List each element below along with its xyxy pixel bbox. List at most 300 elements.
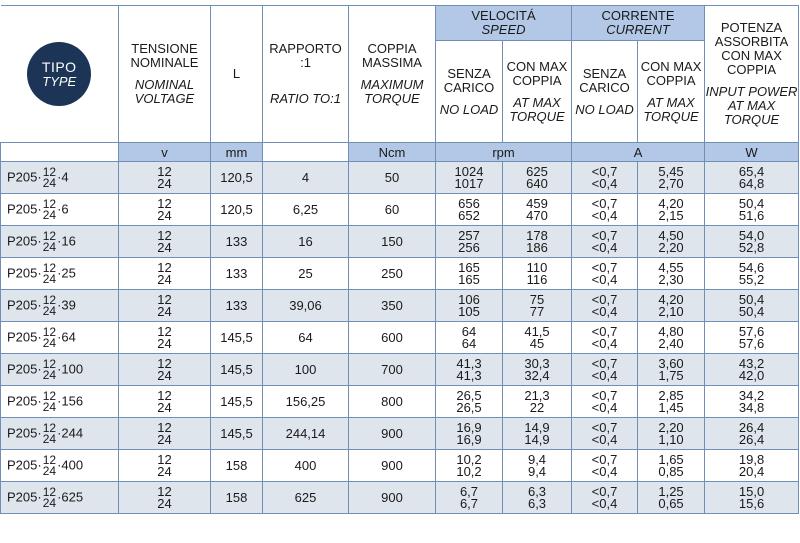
unit-ratio-blank [263, 143, 349, 162]
speed-noload-cell [436, 194, 503, 226]
ratio-cell: 6,25 [263, 194, 349, 226]
current-group-header [572, 6, 705, 41]
length-cell: 120,5 [211, 194, 263, 226]
speed-group-header [436, 6, 572, 41]
speed-noload-b: 41,3 [456, 367, 482, 383]
speed-maxtorque-cell [503, 258, 572, 290]
model-code: P205· 12 24 ·4 [1, 162, 119, 194]
ratio-cell: 25 [263, 258, 349, 290]
current-noload-b: <0,4 [591, 463, 618, 479]
power-b: 64,8 [738, 175, 765, 191]
speed-noload-b: 10,2 [456, 463, 482, 479]
speed-maxtorque-a: 459 [526, 195, 548, 211]
speed-noload-cell [436, 258, 503, 290]
model-voltage-bottom: 24 [42, 271, 57, 286]
speed-noload-a: 10,2 [456, 451, 482, 467]
model-prefix: P205 [7, 424, 38, 440]
power-cell [705, 258, 799, 290]
current-noload-a: <0,7 [591, 291, 618, 307]
model-voltage-bottom: 24 [42, 399, 57, 414]
speed-maxtorque-cell [503, 322, 572, 354]
table-row [1, 482, 799, 514]
voltage-cell [119, 194, 211, 226]
power-a: 54,0 [738, 227, 765, 243]
voltage-b: 24 [157, 175, 172, 191]
speed-maxtorque-a: 110 [526, 259, 548, 275]
current-maxtorque-cell [638, 290, 705, 322]
current-maxtorque-a: 3,60 [658, 355, 684, 371]
model-voltage-fraction [42, 196, 57, 222]
voltage-cell [119, 482, 211, 514]
length-cell: 145,5 [211, 322, 263, 354]
model-prefix: P205 [7, 264, 38, 280]
voltage-b: 24 [157, 303, 172, 319]
current-maxtorque-b: 1,10 [658, 431, 684, 447]
length-cell: 145,5 [211, 386, 263, 418]
length-cell: 158 [211, 482, 263, 514]
model-ratio-suffix: 625 [61, 488, 84, 504]
current-noload-a: <0,7 [591, 483, 618, 499]
power-cell [705, 322, 799, 354]
power-b: 42,0 [738, 367, 765, 383]
model-voltage-fraction [42, 324, 57, 350]
speed-maxtorque-cell [503, 482, 572, 514]
current-noload-b: <0,4 [591, 207, 618, 223]
model-voltage-fraction [42, 228, 57, 254]
speed-noload-cell [436, 322, 503, 354]
model-ratio-suffix: 400 [61, 456, 84, 472]
ratio-cell: 100 [263, 354, 349, 386]
speed-noload-b: 16,9 [456, 431, 482, 447]
torque-cell: 350 [349, 290, 436, 322]
model-voltage-fraction [42, 452, 57, 478]
voltage-a: 12 [157, 451, 172, 467]
current-maxtorque-cell [638, 386, 705, 418]
speed-noload-cell [436, 418, 503, 450]
current-maxtorque-b: 2,15 [658, 207, 684, 223]
current-noload-en: NO LOAD [575, 101, 634, 117]
torque-header-it: COPPIA MASSIMA [362, 41, 422, 70]
current-header-en: CURRENT [606, 22, 670, 37]
voltage-cell [119, 226, 211, 258]
speed-maxtorque-header [503, 41, 572, 143]
power-cell [705, 226, 799, 258]
model-ratio-suffix: 64 [61, 328, 76, 344]
speed-noload-a: 16,9 [456, 419, 482, 435]
speed-maxtorque-a: 21,3 [524, 387, 550, 403]
length-cell: 145,5 [211, 418, 263, 450]
voltage-a: 12 [157, 291, 172, 307]
model-voltage-bottom: 24 [42, 431, 57, 446]
speed-maxtorque-b: 186 [526, 239, 548, 255]
current-maxtorque-b: 2,20 [658, 239, 684, 255]
power-b: 52,8 [738, 239, 765, 255]
table-row [1, 354, 799, 386]
current-maxtorque-b: 2,10 [658, 303, 684, 319]
voltage-cell [119, 322, 211, 354]
voltage-a: 12 [157, 195, 172, 211]
current-noload-b: <0,4 [591, 495, 618, 511]
model-voltage-top: 12 [42, 420, 57, 435]
power-header-en: INPUT POWER AT MAX TORQUE [705, 84, 798, 127]
power-a: 57,6 [738, 323, 765, 339]
power-cell [705, 290, 799, 322]
power-cell [705, 354, 799, 386]
current-noload-cell [572, 450, 638, 482]
length-cell: 133 [211, 226, 263, 258]
power-a: 43,2 [738, 355, 765, 371]
current-noload-cell [572, 290, 638, 322]
length-cell: 133 [211, 258, 263, 290]
table-row [1, 450, 799, 482]
current-maxtorque-header [638, 41, 705, 143]
current-noload-header [572, 41, 638, 143]
model-prefix: P205 [7, 168, 38, 184]
length-cell: 133 [211, 290, 263, 322]
speed-noload-a: 6,7 [459, 483, 479, 499]
current-noload-a: <0,7 [591, 323, 618, 339]
speed-maxtorque-b: 22 [529, 399, 545, 415]
speed-maxtorque-cell [503, 450, 572, 482]
current-noload-b: <0,4 [591, 367, 618, 383]
speed-noload-cell [436, 290, 503, 322]
model-code: P205· 12 24 ·100 [1, 354, 119, 386]
power-a: 19,8 [738, 451, 765, 467]
speed-noload-b: 165 [458, 271, 480, 287]
voltage-b: 24 [157, 431, 172, 447]
current-noload-cell [572, 226, 638, 258]
ratio-header-en: RATIO TO:1 [269, 91, 342, 106]
model-voltage-top: 12 [42, 324, 57, 339]
voltage-cell [119, 450, 211, 482]
torque-cell: 60 [349, 194, 436, 226]
current-maxtorque-a: 2,85 [658, 387, 684, 403]
power-b: 57,6 [738, 335, 765, 351]
current-maxtorque-cell [638, 450, 705, 482]
model-prefix: P205 [7, 456, 38, 472]
speed-maxtorque-b: 6,3 [527, 495, 547, 511]
speed-noload-b: 64 [461, 335, 477, 351]
speed-maxtorque-cell [503, 194, 572, 226]
current-noload-b: <0,4 [591, 175, 618, 191]
current-noload-b: <0,4 [591, 303, 618, 319]
model-voltage-bottom: 24 [42, 367, 57, 382]
model-ratio-suffix: 16 [61, 232, 76, 248]
model-ratio-suffix: 6 [61, 200, 69, 216]
current-maxtorque-a: 5,45 [658, 163, 684, 179]
speed-noload-cell [436, 354, 503, 386]
speed-maxtorque-a: 9,4 [527, 451, 547, 467]
length-cell: 145,5 [211, 354, 263, 386]
power-a: 50,4 [738, 291, 765, 307]
current-maxtorque-a: 1,25 [658, 483, 684, 499]
speed-maxtorque-b: 640 [526, 175, 548, 191]
torque-header-en: MAXIMUM TORQUE [360, 77, 424, 106]
model-prefix: P205 [7, 488, 38, 504]
torque-cell: 600 [349, 322, 436, 354]
speed-noload-a: 257 [458, 227, 480, 243]
speed-maxtorque-b: 470 [526, 207, 548, 223]
current-noload-b: <0,4 [591, 335, 618, 351]
speed-noload-a: 26,5 [456, 387, 482, 403]
power-cell [705, 482, 799, 514]
ratio-cell: 156,25 [263, 386, 349, 418]
power-b: 15,6 [738, 495, 765, 511]
tipo-badge [27, 42, 91, 106]
speed-noload-a: 106 [458, 291, 480, 307]
torque-cell: 150 [349, 226, 436, 258]
speed-maxtorque-cell [503, 418, 572, 450]
current-maxtorque-a: 4,20 [658, 195, 684, 211]
tipo-header [1, 6, 119, 143]
speed-header-en: SPEED [481, 22, 526, 37]
speed-maxtorque-cell [503, 226, 572, 258]
speed-maxtorque-a: 178 [526, 227, 548, 243]
current-noload-cell [572, 418, 638, 450]
speed-noload-b: 652 [458, 207, 480, 223]
current-noload-b: <0,4 [591, 271, 618, 287]
speed-maxtorque-cell [503, 290, 572, 322]
torque-cell: 900 [349, 482, 436, 514]
voltage-b: 24 [157, 399, 172, 415]
speed-maxtorque-a: 625 [526, 163, 548, 179]
model-voltage-top: 12 [42, 228, 57, 243]
type-label: TYPE [42, 73, 77, 89]
power-b: 34,8 [738, 399, 765, 415]
current-maxtorque-a: 4,55 [658, 259, 684, 275]
speed-maxtorque-cell [503, 386, 572, 418]
power-b: 26,4 [738, 431, 765, 447]
torque-cell: 700 [349, 354, 436, 386]
current-maxtorque-b: 0,65 [658, 495, 684, 511]
speed-noload-b: 1017 [454, 175, 484, 191]
current-maxtorque-cell [638, 258, 705, 290]
power-a: 15,0 [738, 483, 765, 499]
voltage-cell [119, 386, 211, 418]
model-voltage-bottom: 24 [42, 175, 57, 190]
current-noload-cell [572, 354, 638, 386]
model-voltage-fraction [42, 164, 57, 190]
speed-noload-a: 64 [461, 323, 477, 339]
speed-noload-a: 656 [458, 195, 480, 211]
voltage-b: 24 [157, 335, 172, 351]
voltage-a: 12 [157, 483, 172, 499]
speed-noload-cell [436, 226, 503, 258]
current-noload-cell [572, 162, 638, 194]
current-maxtorque-b: 1,75 [658, 367, 684, 383]
voltage-a: 12 [157, 419, 172, 435]
model-ratio-suffix: 156 [61, 392, 84, 408]
model-voltage-bottom: 24 [42, 239, 57, 254]
model-voltage-fraction [42, 260, 57, 286]
voltage-header-en: NOMINAL VOLTAGE [134, 77, 195, 106]
model-voltage-top: 12 [42, 292, 57, 307]
unit-length: mm [211, 143, 263, 162]
length-cell: 158 [211, 450, 263, 482]
ratio-cell: 64 [263, 322, 349, 354]
power-cell [705, 386, 799, 418]
speed-noload-b: 26,5 [456, 399, 482, 415]
speed-noload-cell [436, 162, 503, 194]
model-code: P205· 12 24 ·244 [1, 418, 119, 450]
ratio-cell: 4 [263, 162, 349, 194]
speed-maxtorque-a: 30,3 [524, 355, 550, 371]
current-header-it: CORRENTE [601, 8, 675, 23]
current-noload-b: <0,4 [591, 239, 618, 255]
speed-noload-b: 256 [458, 239, 480, 255]
current-maxtorque-b: 1,45 [658, 399, 684, 415]
speed-noload-b: 6,7 [459, 495, 479, 511]
current-maxtorque-a: 4,80 [658, 323, 684, 339]
data-rows [1, 162, 799, 514]
current-noload-cell [572, 258, 638, 290]
torque-cell: 250 [349, 258, 436, 290]
ratio-cell: 400 [263, 450, 349, 482]
speed-maxtorque-en: AT MAX TORQUE [509, 94, 565, 124]
voltage-a: 12 [157, 163, 172, 179]
table-row [1, 258, 799, 290]
table-row [1, 386, 799, 418]
ratio-cell: 16 [263, 226, 349, 258]
length-header [211, 6, 263, 143]
speed-maxtorque-b: 116 [526, 271, 548, 287]
model-ratio-suffix: 39 [61, 296, 76, 312]
speed-noload-a: 1024 [454, 163, 484, 179]
model-voltage-bottom: 24 [42, 335, 57, 350]
current-maxtorque-b: 0,85 [658, 463, 684, 479]
model-voltage-top: 12 [42, 484, 57, 499]
speed-maxtorque-cell [503, 162, 572, 194]
model-code: P205· 12 24 ·400 [1, 450, 119, 482]
current-maxtorque-cell [638, 354, 705, 386]
current-maxtorque-cell [638, 226, 705, 258]
motor-spec-table [0, 5, 799, 514]
unit-torque: Ncm [349, 143, 436, 162]
power-a: 65,4 [738, 163, 765, 179]
current-maxtorque-it: CON MAX COPPIA [640, 58, 702, 88]
speed-noload-header [436, 41, 503, 143]
current-noload-a: <0,7 [591, 419, 618, 435]
model-code: P205· 12 24 ·16 [1, 226, 119, 258]
speed-maxtorque-a: 41,5 [524, 323, 550, 339]
model-voltage-fraction [42, 292, 57, 318]
voltage-a: 12 [157, 259, 172, 275]
power-cell [705, 418, 799, 450]
speed-maxtorque-b: 45 [529, 335, 545, 351]
ratio-cell: 625 [263, 482, 349, 514]
voltage-a: 12 [157, 387, 172, 403]
power-a: 54,6 [738, 259, 765, 275]
model-voltage-top: 12 [42, 260, 57, 275]
table-row [1, 418, 799, 450]
model-voltage-top: 12 [42, 388, 57, 403]
unit-blank [1, 143, 119, 162]
unit-current: A [572, 143, 705, 162]
voltage-a: 12 [157, 355, 172, 371]
model-voltage-top: 12 [42, 356, 57, 371]
torque-cell: 900 [349, 450, 436, 482]
speed-noload-en: NO LOAD [439, 101, 499, 117]
speed-noload-cell [436, 450, 503, 482]
voltage-b: 24 [157, 271, 172, 287]
model-voltage-bottom: 24 [42, 463, 57, 478]
tipo-label: TIPO [41, 58, 77, 75]
voltage-a: 12 [157, 227, 172, 243]
model-code: P205· 12 24 ·156 [1, 386, 119, 418]
table-row [1, 322, 799, 354]
current-noload-a: <0,7 [591, 195, 618, 211]
current-maxtorque-a: 4,20 [658, 291, 684, 307]
power-a: 26,4 [738, 419, 765, 435]
current-maxtorque-en: AT MAX TORQUE [643, 94, 699, 124]
power-b: 51,6 [738, 207, 765, 223]
voltage-b: 24 [157, 239, 172, 255]
current-noload-a: <0,7 [591, 163, 618, 179]
model-code: P205· 12 24 ·39 [1, 290, 119, 322]
model-voltage-top: 12 [42, 196, 57, 211]
current-maxtorque-a: 1,65 [658, 451, 684, 467]
power-b: 50,4 [738, 303, 765, 319]
current-noload-b: <0,4 [591, 399, 618, 415]
speed-maxtorque-it: CON MAX COPPIA [506, 58, 568, 88]
unit-voltage: v [119, 143, 211, 162]
ratio-header [263, 6, 349, 143]
model-ratio-suffix: 25 [61, 264, 76, 280]
voltage-cell [119, 354, 211, 386]
current-noload-it: SENZA CARICO [579, 65, 630, 95]
torque-cell: 900 [349, 418, 436, 450]
unit-speed: rpm [436, 143, 572, 162]
voltage-b: 24 [157, 367, 172, 383]
model-code: P205· 12 24 ·64 [1, 322, 119, 354]
current-maxtorque-cell [638, 482, 705, 514]
speed-header-it: VELOCITÁ [471, 8, 536, 23]
model-ratio-suffix: 4 [61, 168, 69, 184]
speed-maxtorque-b: 14,9 [524, 431, 550, 447]
model-voltage-top: 12 [42, 452, 57, 467]
power-a: 50,4 [738, 195, 765, 211]
power-b: 20,4 [738, 463, 765, 479]
ratio-cell: 39,06 [263, 290, 349, 322]
length-cell: 120,5 [211, 162, 263, 194]
torque-cell: 50 [349, 162, 436, 194]
speed-noload-a: 41,3 [456, 355, 482, 371]
speed-maxtorque-cell [503, 354, 572, 386]
current-maxtorque-a: 2,20 [658, 419, 684, 435]
model-code: P205· 12 24 ·625 [1, 482, 119, 514]
power-b: 55,2 [738, 271, 765, 287]
speed-noload-b: 105 [458, 303, 480, 319]
table-row [1, 162, 799, 194]
voltage-a: 12 [157, 323, 172, 339]
model-prefix: P205 [7, 392, 38, 408]
speed-maxtorque-a: 14,9 [524, 419, 550, 435]
table-row [1, 290, 799, 322]
current-maxtorque-cell [638, 194, 705, 226]
current-noload-a: <0,7 [591, 259, 618, 275]
model-voltage-fraction [42, 484, 57, 510]
current-noload-a: <0,7 [591, 387, 618, 403]
speed-maxtorque-b: 32,4 [524, 367, 550, 383]
current-noload-cell [572, 322, 638, 354]
speed-maxtorque-b: 77 [529, 303, 545, 319]
voltage-header-it: TENSIONE NOMINALE [130, 41, 199, 70]
current-maxtorque-cell [638, 162, 705, 194]
power-a: 34,2 [738, 387, 765, 403]
speed-noload-cell [436, 482, 503, 514]
model-prefix: P205 [7, 200, 38, 216]
current-noload-a: <0,7 [591, 451, 618, 467]
